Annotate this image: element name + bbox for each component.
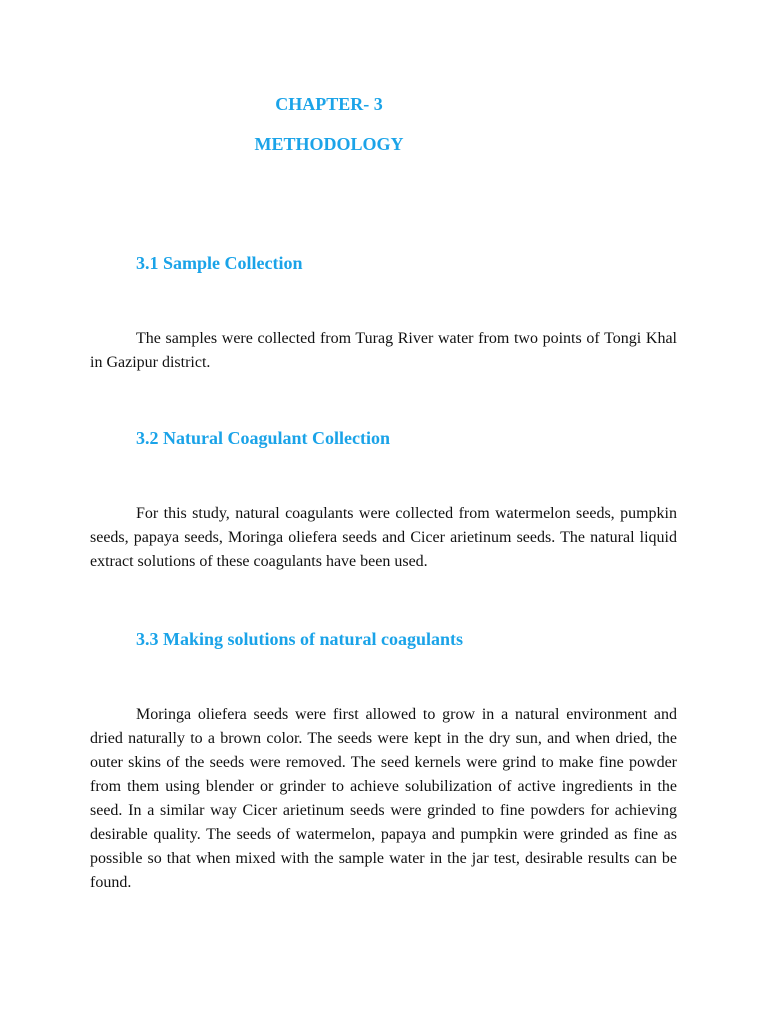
section-body-making-solutions: Moringa oliefera seeds were first allowed to grow in a natural environment and dried naturally to a brown color. The seeds were kept in the dry sun, and when dried, the outer skins of the seeds were removed. The seed kernels were grind to make fine powder from them using blender or grinder to achieve solubilization of active ingredients in the seed. In a similar way Cicer arietinum seeds were grinded to fine powders for achieving desirable quality. The seeds of watermelon, papaya and pumpkin were grinded as fine as possible so that when mixed with the sample water in the jar test, desirable results can be found. <box>90 706 677 891</box>
section-body-natural-coagulant-collection: For this study, natural coagulants were collected from watermelon seeds, pumpkin seeds, papaya seeds, Moringa oliefera seeds and Cicer arietinum seeds. The natural liquid extract solutions of these coagulants have been used. <box>90 505 677 570</box>
section-heading-sample-collection: 3.1 Sample Collection <box>136 253 303 273</box>
section-heading-natural-coagulant-collection: 3.2 Natural Coagulant Collection <box>136 428 390 448</box>
chapter-title: METHODOLOGY <box>254 134 404 154</box>
section-heading-making-solutions: 3.3 Making solutions of natural coagulants <box>136 629 464 649</box>
chapter-number: CHAPTER- 3 <box>275 94 383 114</box>
section-body-sample-collection: The samples were collected from Turag River water from two points of Tongi Khal in Gazipur district. <box>90 330 677 371</box>
